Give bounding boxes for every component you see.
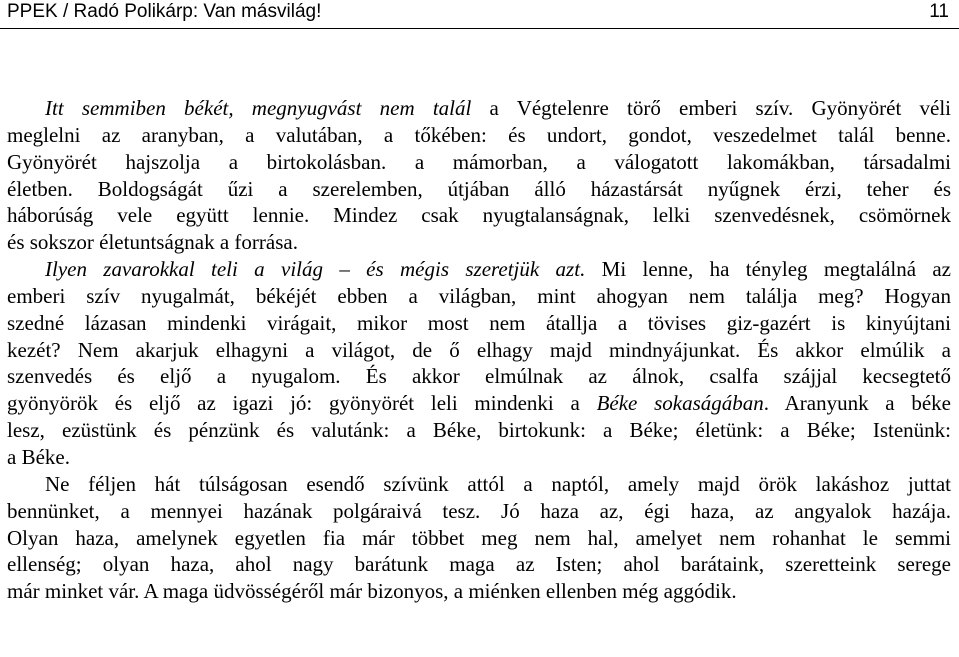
header-divider [0, 28, 959, 29]
text-line: Olyan haza, amelynek egyetlen fia már többet meg nem hal, amelyet nem rohanhat le semmi [7, 525, 951, 550]
text-line [7, 256, 951, 283]
body-text [7, 95, 951, 605]
text-segment: a Végtelenre törő emberi szív. Gyönyörét véli [471, 96, 951, 120]
italic-phrase: Ilyen zavarokkal teli a világ – és mégis szeretjük azt. [45, 257, 586, 282]
text-line: kezét? Nem akarjuk elhagyni a világot, de ő elhagy majd mindnyájunkat. És akkor elmúlik a [7, 337, 951, 362]
text-line: a Béke. [7, 444, 70, 469]
italic-phrase: Itt semmiben békét, megnyugvást nem talál [45, 96, 472, 120]
text-line: és sokszor életuntságnak a forrása. [7, 230, 298, 255]
text-line: Ne féljen hát túlságosan esendő szívünk attól a naptól, amely majd örök lakáshoz juttat [45, 471, 951, 496]
italic-phrase: Béke sokaságában [596, 391, 764, 416]
text-line: szedné lázasan mindenki virágait, mikor most nem átallja a tövises giz-gazért is kinyújtani [7, 310, 951, 335]
text-line [7, 95, 951, 122]
text-line: lesz, ezüstünk és pénzünk és valutánk: a Béke, birtokunk: a Béke; életünk: a Béke; Istenünk: [7, 418, 951, 443]
text-line: bennünket, a mennyei hazának polgáraivá tesz. Jó haza az, égi haza, az angyalok hazája. [7, 498, 951, 523]
text-segment: gyönyörök és eljő az igazi jó: gyönyörét leli mindenki a [7, 391, 597, 416]
text-segment: . Aranyunk a béke [763, 391, 951, 416]
text-line [7, 390, 951, 417]
paragraph [7, 471, 951, 605]
paragraph [7, 95, 951, 471]
text-line: szenvedés és eljő a nyugalom. És akkor elmúlnak az álnok, csalfa szájjal kecsegtető [7, 364, 951, 389]
document-title: PPEK / Radó Polikárp: Van másvilág! [7, 1, 322, 22]
text-line: Gyönyörét hajszolja a birtokolásban. a mámorban, a válogatott lakomákban, társadalmi [7, 149, 951, 174]
page-header [0, 0, 959, 26]
page-number: 11 [929, 1, 949, 22]
text-line: háborúság vele együtt lennie. Mindez csak nyugtalanságnak, lelki szenvedésnek, csömörnek [7, 203, 951, 228]
text-segment: Mi lenne, ha tényleg megtalálná az [585, 257, 951, 282]
text-line: emberi szív nyugalmát, békéjét ebben a világban, mint ahogyan nem találja meg? Hogyan [7, 283, 951, 308]
text-line: már minket vár. A maga üdvösségéről már bizonyos, a miénken ellenben még aggódik. [7, 579, 737, 604]
text-line: életben. Boldogságát űzi a szerelemben, útjában álló házastársát nyűgnek érzi, teher és [7, 176, 951, 201]
text-line: meglelni az aranyban, a valutában, a tőkében: és undort, gondot, veszedelmet talál benne. [7, 122, 951, 147]
text-line: ellenség; olyan haza, ahol nagy barátunk maga az Isten; ahol barátaink, szeretteink serege [7, 552, 951, 577]
